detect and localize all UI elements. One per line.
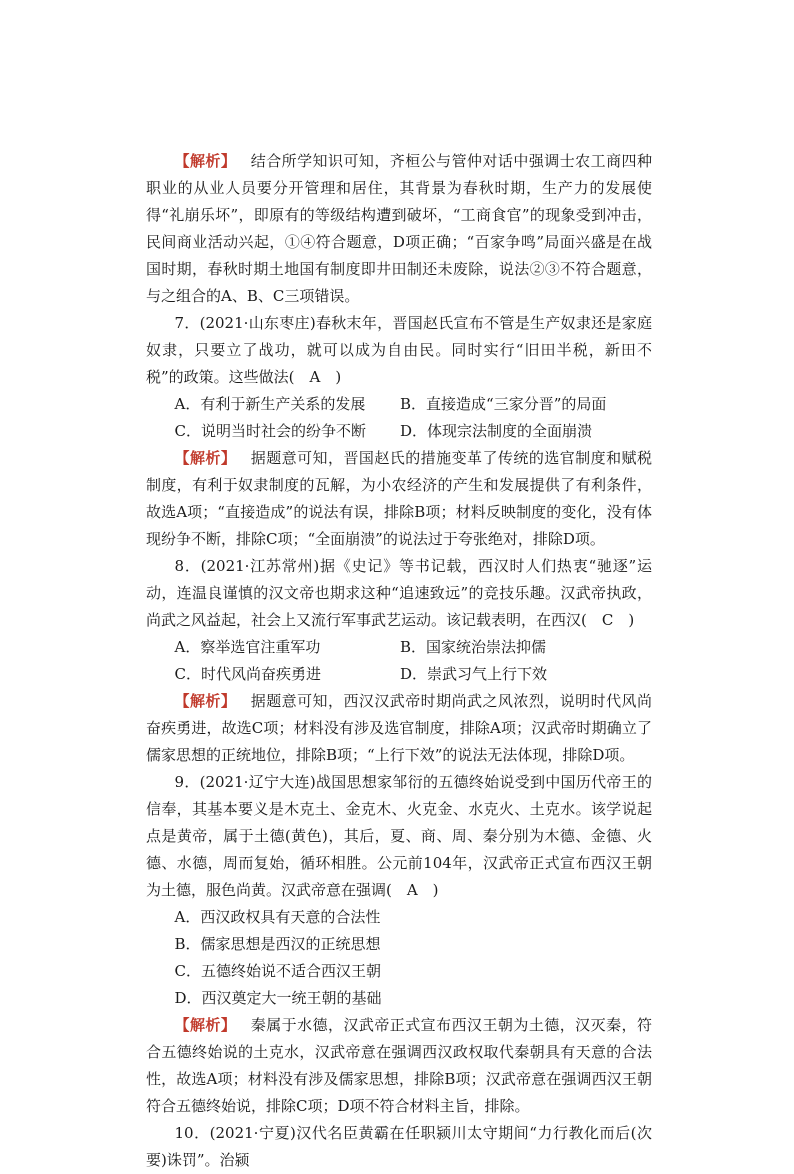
analysis-label: 【解析】 [174, 692, 237, 710]
analysis-label: 【解析】 [174, 1016, 237, 1034]
question-7-options-row-2 [146, 418, 652, 445]
question-9-option-b[interactable]: B．儒家思想是西汉的正统思想 [174, 935, 381, 953]
page-content [146, 148, 652, 1174]
question-8-option-d[interactable]: D．崇武习气上行下效 [400, 665, 548, 683]
question-7-option-a[interactable]: A．有利于新生产关系的发展 [174, 395, 366, 413]
question-9-stem: 9．(2021·辽宁大连)战国思想家邹衍的五德终始说受到中国历代帝王的信奉，其基本要义是木克土、金克木、火克金、水克火、土克水。该学说起点是黄帝，属于土德(黄色)，其后，夏、商、周、秦分别为木德、金德、火德、水德，周而复始，循环相胜。公元前104年，汉武帝正式宣布西汉王朝为土德，服色尚黄。汉武帝意在强调( A ) [146, 773, 652, 899]
question-9-option-a[interactable]: A．西汉政权具有天意的合法性 [174, 908, 381, 926]
question-7-option-c[interactable]: C．说明当时社会的纷争不断 [174, 422, 366, 440]
question-8-stem: 8．(2021·江苏常州)据《史记》等书记载，西汉时人们热衷“驰逐”运动，连温良谨慎的汉文帝也期求这种“追速致远”的竞技乐趣。汉武帝执政，尚武之风益起，社会上又流行军事武艺运动。该记载表明，在西汉( C ) [146, 557, 652, 629]
analysis-text: 秦属于水德，汉武帝正式宣布西汉王朝为土德，汉灭秦，符合五德终始说的土克水，汉武帝意在强调西汉政权取代秦朝具有天意的合法性，故选A项；材料没有涉及儒家思想，排除B项；汉武帝意在强调西汉王朝符合五德终始说，排除C项；D项不符合材料主旨，排除。 [146, 1016, 652, 1115]
analysis-paragraph-7 [146, 445, 652, 553]
question-8-option-a[interactable]: A．察举选官注重军功 [174, 638, 321, 656]
analysis-paragraph-6 [146, 148, 652, 310]
analysis-text: 据题意可知，西汉汉武帝时期尚武之风浓烈，说明时代风尚奋疾勇进，故选C项；材料没有涉及选官制度，排除A项；汉武帝时期确立了儒家思想的正统地位，排除B项；“上行下效”的说法无法体现，排除D项。 [146, 692, 652, 764]
question-7-options-row-1 [146, 391, 652, 418]
analysis-paragraph-8 [146, 688, 652, 769]
question-7-option-b[interactable]: B．直接造成“三家分晋”的局面 [400, 395, 607, 413]
question-9-option-c[interactable]: C．五德终始说不适合西汉王朝 [174, 962, 381, 980]
analysis-label: 【解析】 [174, 152, 237, 170]
question-8-options-row-2 [146, 661, 652, 688]
analysis-paragraph-9 [146, 1012, 652, 1120]
question-10-stem: 10．(2021·宁夏)汉代名臣黄霸在任职颍川太守期间“力行教化而后(次要)诛罚”。治颍 [146, 1124, 652, 1169]
analysis-text: 据题意可知，晋国赵氏的措施变革了传统的选官制度和赋税制度，有利于奴隶制度的瓦解，为小农经济的产生和发展提供了有利条件，故选A项；“直接造成”的说法有误，排除B项；材料反映制度的变化，没有体现纷争不断，排除C项；“全面崩溃”的说法过于夸张绝对，排除D项。 [146, 449, 652, 548]
analysis-text: 结合所学知识可知，齐桓公与管仲对话中强调士农工商四种职业的从业人员要分开管理和居住，其背景为春秋时期，生产力的发展使得“礼崩乐坏”，即原有的等级结构遭到破坏，“工商食官”的现象受到冲击，民间商业活动兴起，①④符合题意，D项正确；“百家争鸣”局面兴盛是在战国时期，春秋时期土地国有制度即井田制还未废除，说法②③不符合题意，与之组合的A、B、C三项错误。 [146, 152, 652, 305]
question-8-options-row-1 [146, 634, 652, 661]
question-8-option-c[interactable]: C．时代风尚奋疾勇进 [174, 665, 321, 683]
question-9-option-d[interactable]: D．西汉奠定大一统王朝的基础 [174, 989, 382, 1007]
question-8-option-b[interactable]: B．国家统治崇法抑儒 [400, 638, 547, 656]
question-7-stem: 7．(2021·山东枣庄)春秋末年，晋国赵氏宣布不管是生产奴隶还是家庭奴隶，只要立了战功，就可以成为自由民。同时实行“旧田半税，新田不税”的政策。这些做法( A ) [146, 314, 652, 386]
question-7-option-d[interactable]: D．体现宗法制度的全面崩溃 [400, 422, 593, 440]
analysis-label: 【解析】 [174, 449, 237, 467]
